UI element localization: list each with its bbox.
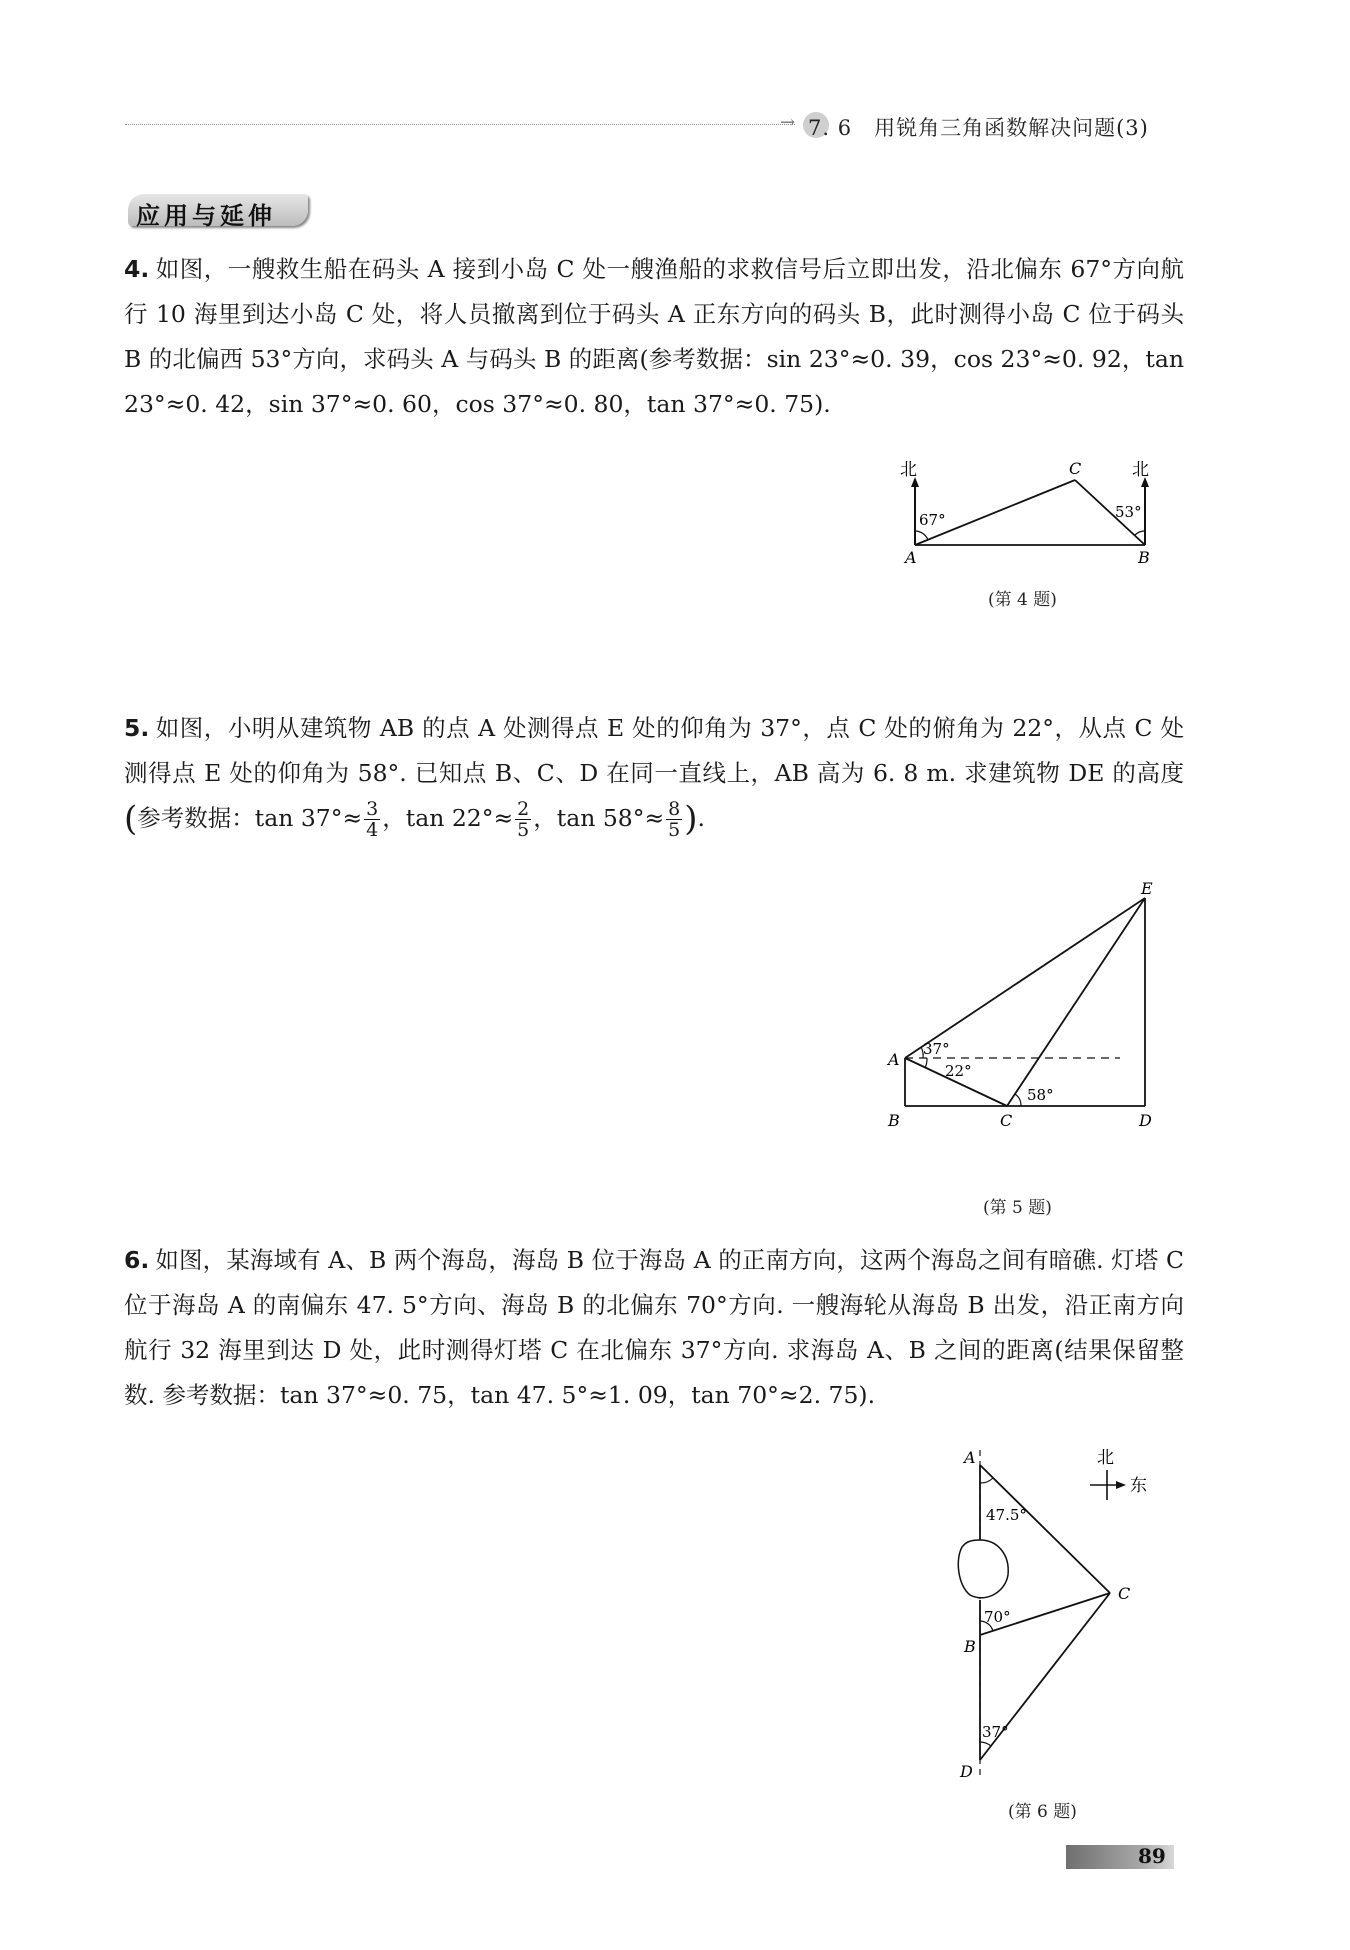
problem-number: 5.: [124, 714, 150, 742]
angle-label-70: 70°: [984, 1608, 1011, 1626]
section-title-badge: [128, 194, 308, 230]
figure-6-diagram: [940, 1435, 1170, 1790]
fraction-2-5: $\frac{2}{5}$: [517, 798, 530, 841]
point-label-D: D: [1139, 1111, 1152, 1130]
segment-CE: [1007, 898, 1145, 1106]
reef-outline: [958, 1540, 1008, 1598]
point-label-B: B: [1138, 548, 1150, 567]
problem-text: 如图，一艘救生船在码头 A 接到小岛 C 处一艘渔船的求救信号后立即出发，沿北偏东 67°方向航行 10 海里到达小岛 C 处，将人员撤离到位于码头 A 正东方向的码头 B，此时测得小岛 C 位于码头 B 的北偏西 53°方向，求码头 A 与码头 B 的距离(参考数据：sin 23°≈0. 39，cos 23°≈0. 92，tan 23°≈0. 42，sin 37°≈0. 60，cos 37°≈0. 80，tan 37°≈0. 75).: [124, 255, 1184, 418]
point-label-C: C: [1000, 1111, 1013, 1130]
angle-arc-B: [1135, 531, 1145, 535]
point-label-C: C: [1118, 1584, 1131, 1603]
fraction-3-4: $\frac{3}{4}$: [366, 798, 379, 841]
angle-label-58: 58°: [1027, 1086, 1054, 1104]
problem-number: 4.: [124, 255, 150, 283]
angle-label-47-5: 47.5°: [986, 1506, 1027, 1524]
problem-number: 6.: [124, 1246, 150, 1274]
ref1-prefix: tan 37°≈: [254, 804, 363, 832]
angle-arc-A: [915, 531, 928, 540]
angle-label-37: 37°: [982, 1723, 1009, 1741]
end-period: .: [697, 804, 706, 832]
page-number: 89: [1138, 1844, 1166, 1868]
fraction-8-5: $\frac{8}{5}$: [668, 798, 681, 841]
angle-label-37: 37°: [923, 1040, 950, 1058]
figure-6-caption: (第 6 题): [1008, 1802, 1077, 1822]
point-label-A: A: [888, 1050, 900, 1069]
running-header: [808, 112, 1149, 142]
compass-east-arrowhead: [1116, 1481, 1126, 1489]
point-label-D: D: [960, 1762, 973, 1781]
problem-text: 如图，小明从建筑物 AB 的点 A 处测得点 E 处的仰角为 37°，点 C 处的俯角为 22°，从点 C 处测得点 E 处的仰角为 58°. 已知点 B、C、D 在同一直线上，AB 高为 6. 8 m. 求建筑物 DE 的高度: [124, 714, 1184, 787]
ref3-prefix: ，tan 58°≈: [533, 804, 665, 832]
problem-text: 如图，某海域有 A、B 两个海岛，海岛 B 位于海岛 A 的正南方向，这两个海岛之间有暗礁. 灯塔 C 位于海岛 A 的南偏东 47. 5°方向、海岛 B 的北偏东 70°方向. 一艘海轮从海岛 B 出发，沿正南方向航行 32 海里到达 D 处，此时测得灯塔 C 在北偏东 37°方向. 求海岛 A、B 之间的距离(结果保留整数. 参考数据：tan 37°≈0. 75，tan 47. 5°≈1. 09，tan 70°≈2. 75).: [124, 1246, 1184, 1409]
angle-arc-D: [980, 1742, 991, 1746]
problem-6: [124, 1238, 1184, 1418]
chapter-number: 7: [808, 116, 823, 140]
segment-AE: [905, 898, 1145, 1058]
point-label-A: A: [905, 548, 917, 567]
point-label-A: A: [964, 1448, 976, 1467]
figure-5: [880, 878, 1170, 1182]
problem-5: [124, 706, 1184, 842]
ref2-prefix: ，tan 22°≈: [382, 804, 514, 832]
right-paren: ): [684, 799, 698, 839]
north-label-left: 北: [900, 460, 917, 480]
figure-6: [940, 1435, 1170, 1794]
angle-arc-22: [925, 1058, 927, 1068]
point-label-B: B: [888, 1111, 900, 1130]
point-label-E: E: [1141, 879, 1153, 898]
point-label-C: C: [1069, 459, 1082, 478]
problem-4: [124, 247, 1184, 427]
figure-5-diagram: [880, 878, 1170, 1178]
arrow-right-icon: →: [780, 112, 796, 133]
ref-label: 参考数据：: [137, 804, 255, 832]
left-paren: (: [124, 799, 138, 839]
angle-label-53: 53°: [1115, 503, 1142, 521]
figure-4: [895, 455, 1175, 579]
running-header-title: . 6 用锐角三角函数解决问题(3): [822, 116, 1149, 140]
point-label-B: B: [964, 1637, 976, 1656]
section-title: 应用与延伸: [136, 202, 276, 230]
figure-4-diagram: [895, 455, 1175, 575]
north-label-right: 北: [1132, 460, 1149, 480]
angle-arc-58: [1015, 1094, 1021, 1106]
angle-arc-A: [980, 1478, 993, 1483]
figure-4-caption: (第 4 题): [988, 590, 1057, 610]
angle-label-67: 67°: [919, 511, 946, 529]
angle-label-22: 22°: [945, 1062, 972, 1080]
east-label: 东: [1130, 1476, 1147, 1496]
header-rule: [125, 124, 795, 125]
north-label: 北: [1097, 1448, 1114, 1468]
figure-5-caption: (第 5 题): [983, 1198, 1052, 1218]
